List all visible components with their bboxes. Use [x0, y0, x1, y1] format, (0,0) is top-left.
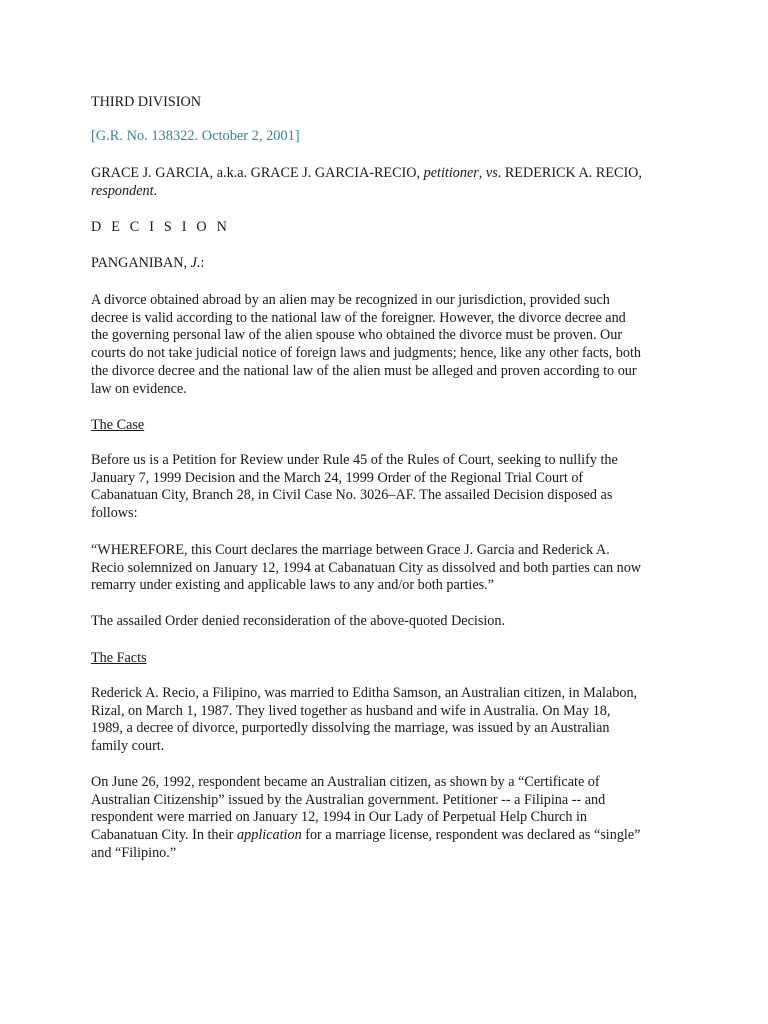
- paragraph-line: the governing personal law of the alien spouse who obtained the divorce must be proven. Our: [91, 327, 623, 344]
- ponente-line: [91, 255, 204, 273]
- paragraph-line: decree is valid according to the national law of the foreigner. However, the divorce decree and: [91, 309, 626, 326]
- petitioner-role: petitioner: [423, 165, 479, 181]
- versus-text: vs: [485, 165, 498, 181]
- paragraph-line: Cabanatuan City, Branch 28, in Civil Case No. 3026–AF. The assailed Decision disposed as: [91, 487, 613, 504]
- respondent-role: respondent: [91, 182, 154, 199]
- paragraph-line: January 7, 1999 Decision and the March 24, 1999 Order of the Regional Trial Court of: [91, 469, 584, 486]
- paragraph-line: follows:: [91, 505, 138, 522]
- parties-separator: ,: [478, 165, 486, 181]
- paragraph-line: the divorce decree and the national law of the alien must be alleged and proven according to our: [91, 362, 637, 379]
- application-emphasis: application: [237, 827, 302, 844]
- paragraph-line: On June 26, 1992, respondent became an Australian citizen, as shown by a “Certificate of: [91, 774, 600, 790]
- section-heading-case: The Case: [91, 417, 145, 433]
- paragraph-line: Recio solemnized on January 12, 1994 at Cabanatuan City as dissolved and both parties can now: [91, 559, 642, 576]
- paragraph-line: and “Filipino.”: [91, 844, 177, 861]
- paragraph-line: “WHEREFORE, this Court declares the marriage between Grace J. Garcia and Rederick A.: [91, 542, 610, 558]
- paragraph-line: Australian Citizenship” issued by the Australian government. Petitioner -- a Filipina -- and: [91, 791, 606, 808]
- line-text: for a marriage license, respondent was declared as “single”: [301, 827, 641, 844]
- caption-end: .: [153, 182, 158, 199]
- decision-heading: D E C I S I O N: [91, 219, 231, 235]
- petitioner-name: GRACE J. GARCIA, a.k.a. GRACE J. GARCIA-RECIO,: [91, 165, 424, 181]
- paragraph-line: courts do not take judicial notice of foreign laws and judgments; hence, like any other facts, both: [91, 345, 642, 362]
- order-sentence: The assailed Order denied reconsideration of the above-quoted Decision.: [91, 613, 506, 629]
- paragraph-line: law on evidence.: [91, 380, 187, 397]
- intro-paragraph: [91, 292, 691, 398]
- paragraph-line: remarry under existing and applicable laws to any and/or both parties.”: [91, 577, 495, 594]
- paragraph-line: Before us is a Petition for Review under Rule 45 of the Rules of Court, seeking to nullify the: [91, 452, 618, 468]
- facts-paragraph-1: [91, 685, 691, 756]
- case-paragraph: [91, 452, 691, 523]
- ponente-name: PANGANIBAN,: [91, 255, 191, 271]
- ponente-title: J.: [190, 255, 201, 271]
- line-text: Cabanatuan City. In their: [91, 827, 238, 844]
- case-number-link[interactable]: [G.R. No. 138322. October 2, 2001]: [91, 128, 300, 144]
- paragraph-line: 1989, a decree of divorce, purportedly dissolving the marriage, was issued by an Australian: [91, 720, 610, 737]
- paragraph-line: Rederick A. Recio, a Filipino, was married to Editha Samson, an Australian citizen, in Malabon,: [91, 685, 638, 701]
- quoted-dispositive: [91, 542, 691, 595]
- paragraph-line: family court.: [91, 738, 165, 755]
- paragraph-line: A divorce obtained abroad by an alien may be recognized in our jurisdiction, provided such: [91, 292, 610, 308]
- parties-caption: [91, 165, 691, 200]
- paragraph-line: [91, 827, 691, 845]
- division-heading: THIRD DIVISION: [91, 94, 201, 110]
- paragraph-line: Rizal, on March 1, 1987. They lived together as husband and wife in Australia. On May 18,: [91, 702, 611, 719]
- respondent-name: . REDERICK A. RECIO,: [497, 165, 642, 181]
- facts-paragraph-2: [91, 774, 691, 863]
- ponente-suffix: :: [200, 255, 205, 271]
- section-heading-facts: The Facts: [91, 650, 147, 666]
- paragraph-line: respondent were married on January 12, 1994 in Our Lady of Perpetual Help Church in: [91, 809, 588, 826]
